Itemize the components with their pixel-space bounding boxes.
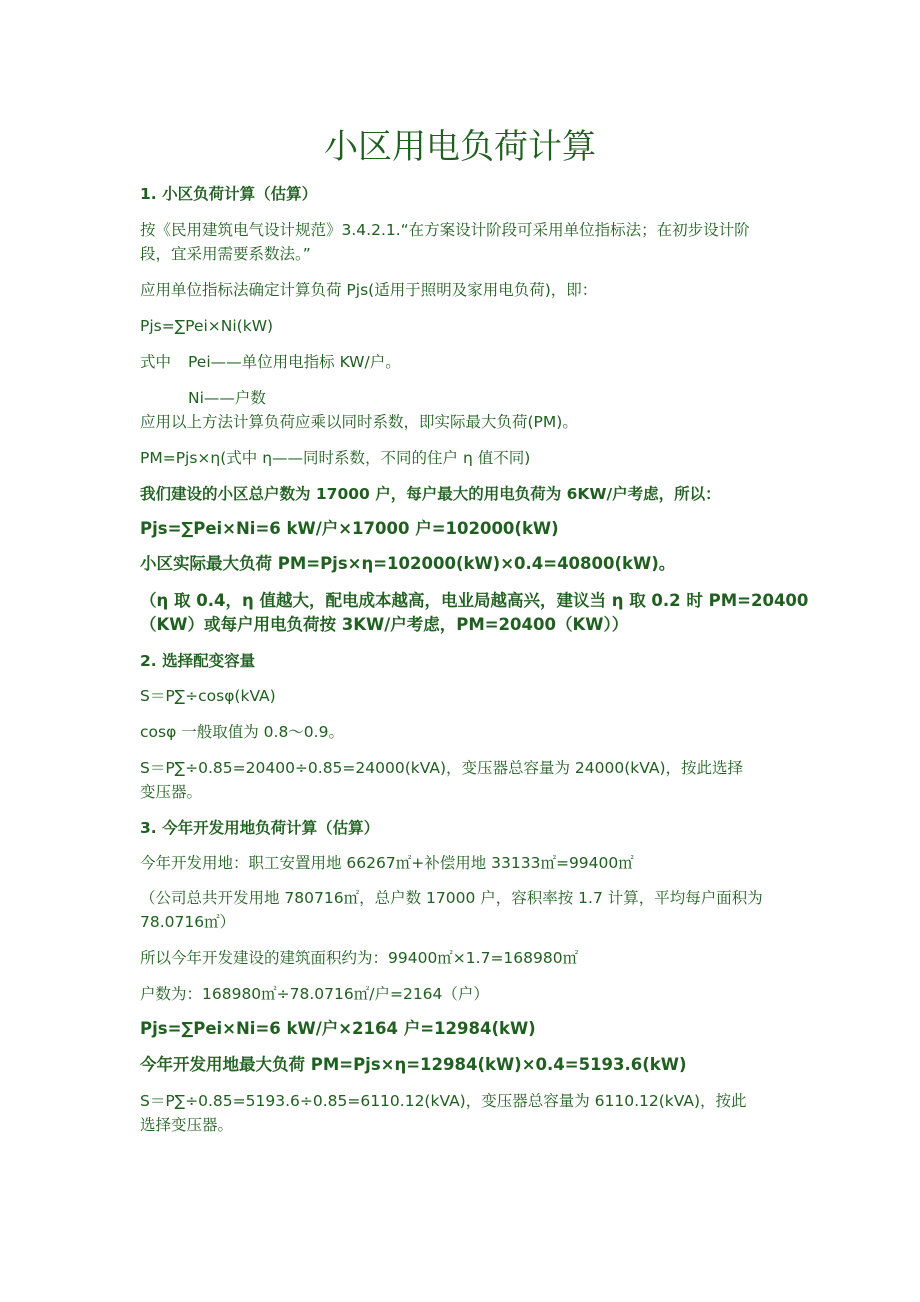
paragraph: 今年开发用地：职工安置用地 66267㎡+补偿用地 33133㎡=99400㎡ xyxy=(140,854,634,872)
bold-note-line: （KW）或每户用电负荷按 3KW/户考虑，PM=20400（KW）） xyxy=(140,615,629,634)
formula: S＝P∑÷cosφ(kVA) xyxy=(140,687,276,705)
paragraph: 应用单位指标法确定计算负荷 Pjs(适用于照明及家用电负荷)，即： xyxy=(140,281,598,299)
paragraph-line: 按《民用建筑电气设计规范》3.4.2.1.“在方案设计阶段可采用单位指标法；在初步设计阶 xyxy=(140,221,750,239)
paragraph-line: 变压器。 xyxy=(140,783,203,801)
bold-note-line: （η 取 0.4，η 值越大，配电成本越高，电业局越高兴，建议当 η 取 0.2 时 PM=20400 xyxy=(140,591,809,610)
section-heading-1: 1. 小区负荷计算（估算） xyxy=(140,185,318,203)
document-title: 小区用电负荷计算 xyxy=(324,127,596,167)
paragraph-line: （公司总共开发用地 780716㎡，总户数 17000 户，容积率按 1.7 计算，平均每户面积为 xyxy=(140,889,763,907)
where-label: 式中 xyxy=(140,353,172,371)
bold-formula: Pjs=∑Pei×Ni=6 kW/户×2164 户=12984(kW) xyxy=(140,1019,536,1038)
section-heading-3: 3. 今年开发用地负荷计算（估算） xyxy=(140,819,380,837)
paragraph: 户数为：168980㎡÷78.0716㎡/户=2164（户） xyxy=(140,985,489,1003)
paragraph-line: S＝P∑÷0.85=5193.6÷0.85=6110.12(kVA)，变压器总容量为 6110.12(kVA)，按此 xyxy=(140,1092,747,1110)
paragraph-line: 78.0716㎡） xyxy=(140,913,236,931)
paragraph: 应用以上方法计算负荷应乘以同时系数，即实际最大负荷(PM)。 xyxy=(140,413,578,431)
bold-formula-value: PM=Pjs×η=12984(kW)×0.4=5193.6(kW) xyxy=(310,1055,687,1074)
formula: PM=Pjs×η(式中 η——同时系数，不同的住户 η 值不同) xyxy=(140,449,531,467)
paragraph: cosφ 一般取值为 0.8～0.9。 xyxy=(140,723,344,741)
bold-formula-prefix: 今年开发用地最大负荷 xyxy=(140,1055,311,1074)
bold-formula-prefix: 小区实际最大负荷 xyxy=(140,554,278,573)
section-heading-2: 2. 选择配变容量 xyxy=(140,652,256,670)
paragraph-line: 段，宜采用需要系数法。” xyxy=(140,245,311,263)
where-item: Ni——户数 xyxy=(188,389,266,407)
formula: Pjs=∑Pei×Ni(kW) xyxy=(140,317,274,335)
bold-paragraph: 我们建设的小区总户数为 17000 户，每户最大的用电负荷为 6KW/户考虑，所以： xyxy=(140,485,721,503)
paragraph-line: 选择变压器。 xyxy=(140,1116,234,1134)
where-item: Pei——单位用电指标 KW/户。 xyxy=(188,353,401,371)
paragraph-line: S＝P∑÷0.85=20400÷0.85=24000(kVA)，变压器总容量为 24000(kVA)，按此选择 xyxy=(140,759,744,777)
bold-formula-value: PM=Pjs×η=102000(kW)×0.4=40800(kW)。 xyxy=(277,554,676,573)
bold-formula-line xyxy=(140,552,790,576)
bold-formula: Pjs=∑Pei×Ni=6 kW/户×17000 户=102000(kW) xyxy=(140,519,559,538)
paragraph: 所以今年开发建设的建筑面积约为：99400㎡×1.7=168980㎡ xyxy=(140,949,579,967)
bold-formula-line xyxy=(140,1053,790,1077)
